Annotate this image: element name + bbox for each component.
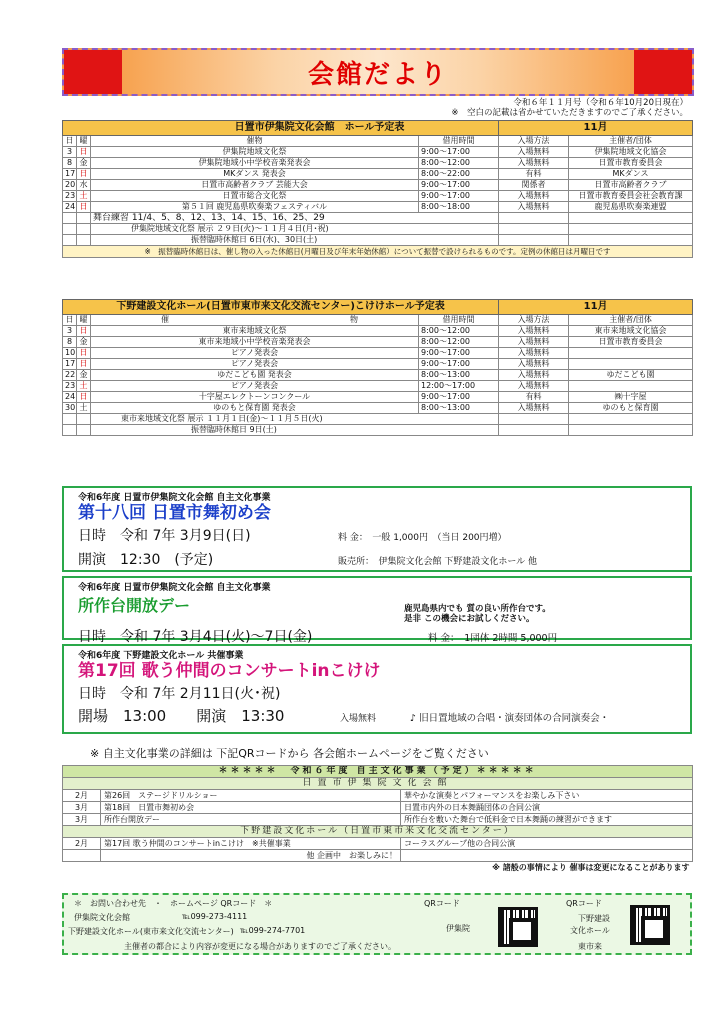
col-weekday: 曜 [77, 136, 91, 147]
event-open-time: 開演 12:30 (予定) [78, 552, 214, 568]
ijuin-month: 11月 [499, 121, 693, 136]
contact-ijuin-tel[interactable]: ℡099-273-4111 [182, 912, 248, 921]
table-row: 8 金 伊集院地域小中学校音楽発表会 8:00～12:00 入場無料 日置市教育委員会 [63, 158, 693, 169]
koke-closure-note: 振替臨時休館日 9日(土) [91, 425, 499, 436]
table-row: 24 日 第５１回 鹿児島県吹奏楽フェスティバル 8:00～18:00 入場無料 鹿児島県吹奏楽連盟 [63, 202, 693, 213]
table-row: 20 水 日置市高齢者クラブ 芸能大会 9:00～17:00 関係者 日置市高齢者クラブ [63, 180, 693, 191]
table-row: 3 日 東市来地域文化祭 8:00～12:00 入場無料 東市来地域文化協会 [63, 326, 693, 337]
ijuin-footnote: ※ 振替臨時休館日は、催し物の入った休館日(月曜日及び年末年始休館）について振替で設けられるものです。定例の休館日は月曜日です [63, 246, 693, 258]
program-other: 他 企画中 お楽しみに！ [101, 850, 401, 862]
table-row: 3月 第18回 日置市舞初め会 日置市内外の日本舞踊団体の合同公演 [63, 802, 693, 814]
qr1-label: QRコード [424, 899, 460, 908]
banner-center [122, 50, 634, 94]
table-row [63, 224, 693, 235]
koke-schedule-table [62, 299, 693, 436]
event-tag: 令和6年度 日置市伊集院文化会館 自主文化事業 [78, 583, 271, 593]
qr-note: ※ 自主文化事業の詳細は 下記QRコードから 各会館ホームページをご覧ください [90, 747, 489, 760]
event-title: 第17回 歌う仲間のコンサートinこけけ [78, 661, 381, 681]
contact-koke: 下野建設文化ホール(東市来文化交流センター) [68, 927, 234, 936]
event-desc: ♪ 旧日置地域の合唱・演奏団体の合同演奏会・ [410, 713, 610, 724]
closure-note: 振替臨時休館日 6日(水)、30日(土) [91, 235, 499, 246]
table-row: 30 土 ゆのもと保育園 発表会 8:00～13:00 入場無料 ゆのもと保育園 [63, 403, 693, 414]
table-row: 3月 所作台開放デー 所作台を敷いた舞台で低料金で日本舞踊の練習ができます [63, 814, 693, 826]
ijuin-title: 日置市伊集院文化会館 ホール予定表 [63, 121, 499, 136]
ijuin-schedule-table [62, 120, 693, 258]
table-row: 23 土 ピアノ発表会 12:00～17:00 入場無料 [63, 381, 693, 392]
koke-header-row [63, 300, 693, 315]
col-event: 催物 [91, 136, 419, 147]
table-row: 17 日 MKダンス 発表会 8:00～22:00 有料 MKダンス [63, 169, 693, 180]
table-row: 24 日 十字屋エレクトーンコンクール 9:00～17:00 有料 ㈱十字屋 [63, 392, 693, 403]
table-row [63, 850, 693, 862]
event-date: 日時 令和 7年 2月11日(火･祝) [78, 686, 281, 702]
event-concert [62, 644, 692, 734]
event-fee: 料 金： 1団体 2時間 5,000円 [428, 633, 558, 644]
col-organizer: 主催者/団体 [569, 136, 693, 147]
table-row: 22 金 ゆだこども園 発表会 8:00～13:00 入場無料 ゆだこども園 [63, 370, 693, 381]
contact-ijuin: 伊集院文化会館 [74, 913, 130, 922]
col-time: 借用時間 [419, 136, 499, 147]
event-open-time: 開場 13:00 開演 13:30 [78, 707, 285, 725]
event-shosadai [62, 576, 692, 645]
header-banner [62, 48, 694, 96]
col-day: 日 [63, 136, 77, 147]
exhibit-note: 伊集院地域文化祭 展示 ２９日(火)～１１月４日(月･祝) [91, 224, 499, 235]
koke-month: 11月 [499, 300, 693, 315]
qr2-label: QRコード [566, 899, 602, 908]
qr-code-ijuin[interactable] [498, 907, 538, 947]
event-title: 第十八回 日置市舞初め会 [78, 503, 271, 523]
event-desc: 鹿児島県内でも 質の良い所作台です。 [404, 604, 551, 614]
program-warning: ※ 諸般の事情により 催事は変更になることがあります [492, 863, 690, 873]
table-row [63, 235, 693, 246]
qr-code-koke[interactable] [630, 905, 670, 945]
event-fee: 入場無料 [340, 714, 377, 724]
event-maizome [62, 486, 692, 572]
table-row: 2月 第17回 歌う仲間のコンサートinこけけ ※共催事業 コーラスグループ他の合同公演 [63, 838, 693, 850]
event-tag: 令和6年度 日置市伊集院文化会館 自主文化事業 [78, 493, 271, 503]
event-date: 日時 令和 7年 3月4日(火)～7日(金) [78, 629, 313, 645]
table-row: 3 日 伊集院地域文化祭 9:00～17:00 入場無料 伊集院地域文化協会 [63, 147, 693, 158]
ijuin-column-header [63, 136, 693, 147]
issue-date: 令和６年１１月号（令和６年10月20日現在） [513, 98, 688, 108]
koke-exhibit-note: 東市来地域文化祭 展示 １１月１日(金)～１１月５日(火) [91, 414, 499, 425]
event-tag: 令和6年度 下野建設文化ホール 共催事業 [78, 651, 244, 661]
koke-title: 下野建設文化ホール(日置市東市来文化交流センター)こけけホール予定表 [63, 300, 499, 315]
banner-right-block [634, 50, 692, 94]
issue-note: ※ 空白の記載は省かせていただきますのでご了承ください。 [451, 108, 688, 118]
contact-footer [62, 893, 692, 955]
event-desc: 是非 この機会にお試しください。 [404, 614, 535, 624]
contact-heading: ＊ お問い合わせ先 ・ ホームページ QRコード ＊ [74, 899, 273, 908]
qr2-name: 下野建設 [578, 914, 610, 923]
program-koke-head: 下野建設文化ホール（日置市東市来文化交流センター） [63, 826, 693, 838]
contact-koke-tel[interactable]: ℡099-274-7701 [240, 926, 306, 935]
ijuin-header-row [63, 121, 693, 136]
table-row [63, 213, 693, 224]
table-row: 8 金 東市来地域小中学校音楽発表会 8:00～12:00 入場無料 日置市教育委員会 [63, 337, 693, 348]
table-row: 23 土 日置市総合文化祭 9:00～17:00 入場無料 日置市教育委員会社会教育課 [63, 191, 693, 202]
qr1-name: 伊集院 [446, 924, 470, 933]
contact-note: 主催者の都合により内容が変更になる場合がありますのでご了承ください。 [124, 942, 396, 951]
table-row: 2月 第26回 ステージドリルショー 華やかな演奏とパフォーマンスをお楽しみ下さい [63, 790, 693, 802]
issue-info [451, 98, 688, 118]
col-entry: 入場方法 [499, 136, 569, 147]
qr2-name: 東市来 [578, 942, 602, 951]
event-fee: 料 金： 一般 1,000円 （当日 200円増） [338, 533, 507, 543]
event-sales: 販売所： 伊集院文化会館 下野建設文化ホール 他 [338, 557, 538, 567]
table-row [63, 425, 693, 436]
page-title: 会館だより [307, 59, 448, 90]
banner-left-block [64, 50, 122, 94]
table-row: 17 日 ピアノ発表会 9:00～17:00 入場無料 [63, 359, 693, 370]
qr2-name: 文化ホール [570, 926, 610, 935]
rehearsal-note: 舞台練習 11/4、5、8、12、13、14、15、16、25、29 [91, 213, 499, 224]
program-title: ＊＊＊＊＊ 令和６年度 自主文化事業（予定）＊＊＊＊＊ [63, 766, 693, 778]
program-table [62, 765, 693, 874]
event-date: 日時 令和 7年 3月9日(日) [78, 528, 251, 544]
koke-column-header: 日 曜 催 物 借用時間 入場方法 主催者/団体 [63, 315, 693, 326]
table-row [63, 414, 693, 425]
table-row: 10 日 ピアノ発表会 9:00～17:00 入場無料 [63, 348, 693, 359]
program-ijuin-head: 日置市伊集院文化会館 [63, 778, 693, 790]
event-title: 所作台開放デー [78, 596, 191, 615]
